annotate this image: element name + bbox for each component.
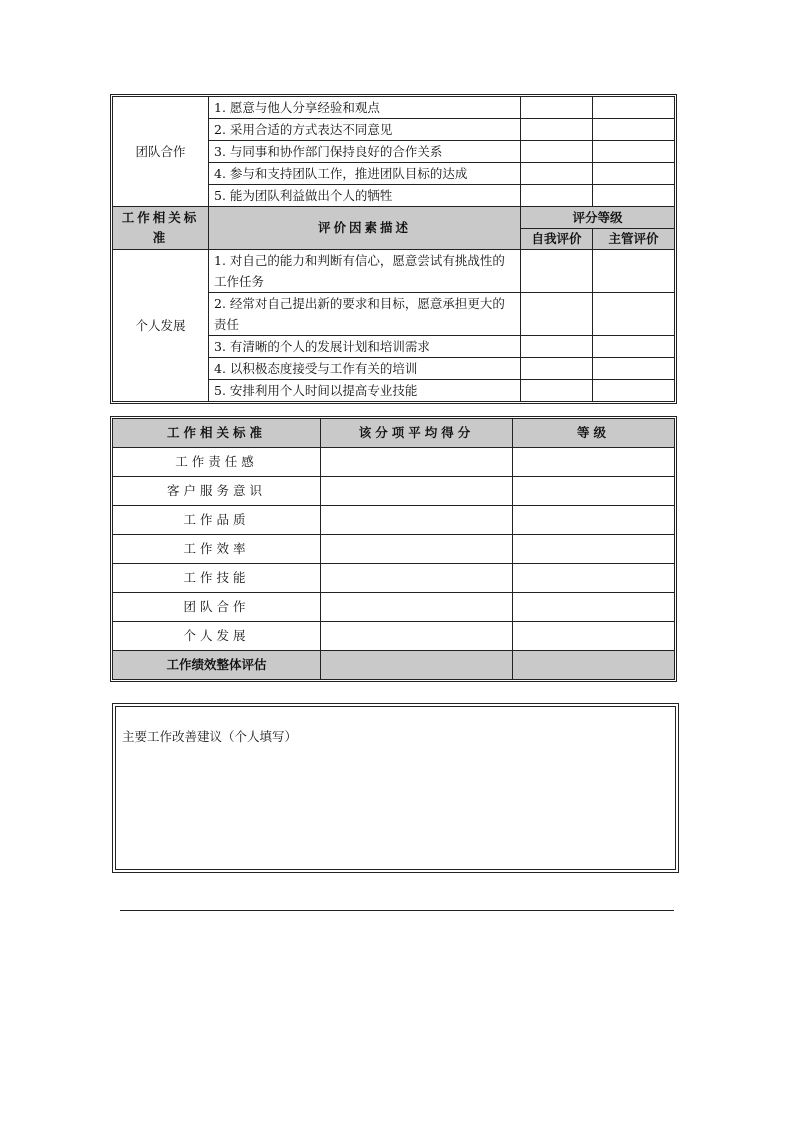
supervisor-rating-cell[interactable] (593, 141, 675, 163)
personal-item: 1. 对自己的能力和判断有信心，愿意尝试有挑战性的工作任务 (209, 250, 521, 293)
team-item: 2. 采用合适的方式表达不同意见 (209, 119, 521, 141)
supervisor-rating-cell[interactable] (593, 97, 675, 119)
self-rating-cell[interactable] (521, 293, 593, 336)
self-rating-cell[interactable] (521, 119, 593, 141)
self-rating-cell[interactable] (521, 380, 593, 402)
self-rating-cell[interactable] (521, 336, 593, 358)
grade-cell[interactable] (513, 622, 675, 651)
team-item: 3. 与同事和协作部门保持良好的合作关系 (209, 141, 521, 163)
personal-item: 4. 以积极态度接受与工作有关的培训 (209, 358, 521, 380)
self-rating-cell[interactable] (521, 358, 593, 380)
average-score-cell[interactable] (321, 622, 513, 651)
personal-item: 3. 有清晰的个人的发展计划和培训需求 (209, 336, 521, 358)
grade-cell[interactable] (513, 477, 675, 506)
average-score-cell[interactable] (321, 477, 513, 506)
summary-header-score: 该分项平均得分 (321, 419, 513, 448)
grade-cell[interactable] (513, 535, 675, 564)
header-self: 自我评价 (521, 229, 593, 250)
supervisor-rating-cell[interactable] (593, 119, 675, 141)
supervisor-rating-cell[interactable] (593, 336, 675, 358)
personal-item: 2. 经常对自己提出新的要求和目标，愿意承担更大的责任 (209, 293, 521, 336)
supervisor-rating-cell[interactable] (593, 185, 675, 207)
supervisor-rating-cell[interactable] (593, 293, 675, 336)
category-personal: 个人发展 (113, 250, 209, 402)
summary-row-label: 团队合作 (113, 593, 321, 622)
grade-cell[interactable] (513, 506, 675, 535)
supervisor-rating-cell[interactable] (593, 380, 675, 402)
header-rating: 评分等级 (521, 207, 675, 229)
header-factor: 评价因素描述 (209, 207, 521, 250)
summary-header-standard: 工作相关标准 (113, 419, 321, 448)
personal-item: 5. 安排利用个人时间以提高专业技能 (209, 380, 521, 402)
summary-row-label: 工作技能 (113, 564, 321, 593)
category-team: 团队合作 (113, 97, 209, 207)
average-score-cell[interactable] (321, 506, 513, 535)
header-supervisor: 主管评价 (593, 229, 675, 250)
improvement-suggestion-inner-frame (115, 706, 676, 870)
grade-cell[interactable] (513, 448, 675, 477)
summary-row-label: 工作效率 (113, 535, 321, 564)
summary-row-label: 客户服务意识 (113, 477, 321, 506)
self-rating-cell[interactable] (521, 250, 593, 293)
team-item: 5. 能为团队利益做出个人的牺牲 (209, 185, 521, 207)
summary-row-label: 工作责任感 (113, 448, 321, 477)
self-rating-cell[interactable] (521, 163, 593, 185)
evaluation-table (112, 96, 675, 402)
improvement-suggestion-label: 主要工作改善建议（个人填写） (122, 729, 298, 744)
header-standard: 工作相关标准 (113, 207, 209, 250)
supervisor-rating-cell[interactable] (593, 250, 675, 293)
self-rating-cell[interactable] (521, 141, 593, 163)
summary-header-grade: 等级 (513, 419, 675, 448)
self-rating-cell[interactable] (521, 185, 593, 207)
summary-row-label: 个人发展 (113, 622, 321, 651)
average-score-cell[interactable] (321, 564, 513, 593)
overall-evaluation-label: 工作绩效整体评估 (113, 651, 321, 680)
average-score-cell[interactable] (321, 448, 513, 477)
team-item: 1. 愿意与他人分享经验和观点 (209, 97, 521, 119)
team-item: 4. 参与和支持团队工作，推进团队目标的达成 (209, 163, 521, 185)
overall-grade-cell[interactable] (513, 651, 675, 680)
summary-table (112, 418, 675, 680)
grade-cell[interactable] (513, 593, 675, 622)
grade-cell[interactable] (513, 564, 675, 593)
self-rating-cell[interactable] (521, 97, 593, 119)
improvement-suggestion-box[interactable] (112, 703, 679, 873)
supervisor-rating-cell[interactable] (593, 358, 675, 380)
summary-row-label: 工作品质 (113, 506, 321, 535)
supervisor-rating-cell[interactable] (593, 163, 675, 185)
footer-divider (120, 910, 674, 911)
average-score-cell[interactable] (321, 535, 513, 564)
average-score-cell[interactable] (321, 593, 513, 622)
overall-score-cell[interactable] (321, 651, 513, 680)
